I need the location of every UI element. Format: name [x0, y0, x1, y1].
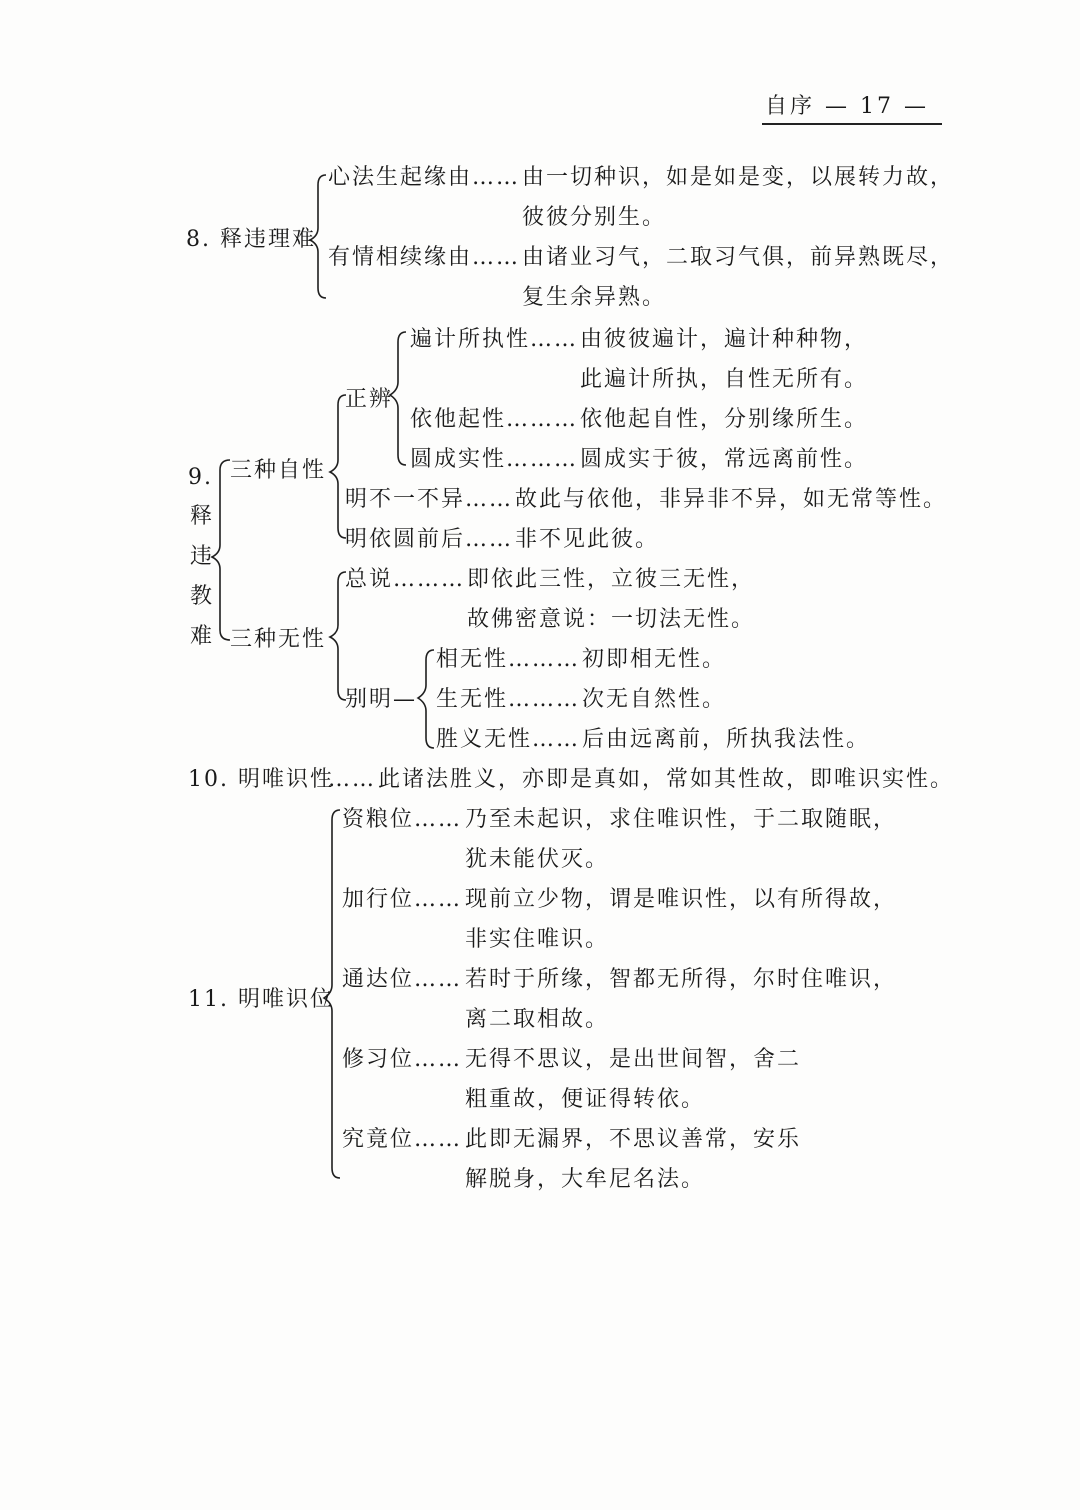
tongda-line1: 若时于所缘，智都无所得，尔时住唯识，: [465, 967, 898, 992]
zongshuo-text1: 即依此三性，立彼三无性，: [467, 567, 756, 592]
s8-r1-text2: 彼彼分别生。: [522, 205, 667, 230]
section-9-number: 9.: [188, 465, 213, 490]
running-head: 自序 — 17 —: [765, 94, 929, 119]
sheng-label: 生无性………: [436, 687, 581, 712]
zhengbian-label: 正辨: [345, 387, 394, 412]
mingbuyi-label: 明不一不异……: [345, 487, 514, 512]
section-10-label: 10. 明唯识性: [188, 767, 334, 792]
three-non-natures-label: 三种无性: [230, 627, 327, 652]
mingyiyuan-text: 非不见此彼。: [515, 527, 660, 552]
bieming-label: 别明—: [345, 687, 418, 712]
section-8-label: 8. 释违理难: [186, 227, 316, 252]
section-9-char-3: 教: [190, 584, 215, 609]
section-9-char-1: 释: [190, 504, 215, 529]
bianji-label: 遍计所执性……: [410, 327, 579, 352]
mingyiyuan-label: 明依圆前后……: [345, 527, 514, 552]
section-10-text: 此诸法胜义，亦即是真如，常如其性故，即唯识实性。: [378, 767, 955, 792]
xiuxi-line2: 粗重故，便证得转依。: [465, 1087, 706, 1112]
s8-r2-label: 有情相续缘由……: [328, 245, 521, 270]
jiujing-label: 究竟位……: [342, 1127, 463, 1152]
section-9-char-2: 违: [190, 544, 215, 569]
bianji-text2: 此遍计所执，自性无所有。: [580, 367, 869, 392]
bracket-three-natures: [330, 395, 346, 538]
ziliang-label: 资粮位……: [342, 807, 463, 832]
jiujing-line2: 解脱身，大牟尼名法。: [465, 1167, 706, 1192]
jiaxing-label: 加行位……: [342, 887, 463, 912]
sheng-text: 次无自然性。: [582, 687, 727, 712]
mingbuyi-text: 故此与依他，非异非不异，如无常等性。: [515, 487, 948, 512]
zongshuo-text2: 故佛密意说：一切法无性。: [467, 607, 756, 632]
s8-r2-text1: 由诸业习气，二取习气俱，前异熟既尽，: [522, 245, 955, 270]
xiang-text: 初即相无性。: [582, 647, 727, 672]
xiuxi-label: 修习位……: [342, 1047, 463, 1072]
zongshuo-label: 总说………: [345, 567, 466, 592]
yuancheng-text: 圆成实于彼，常远离前性。: [580, 447, 869, 472]
yita-label: 依他起性………: [410, 407, 579, 432]
shengyi-text: 后由远离前，所执我法性。: [582, 727, 871, 752]
ziliang-line1: 乃至未起识，求住唯识性，于二取随眠，: [465, 807, 898, 832]
section-9-char-4: 难: [190, 624, 215, 649]
three-natures-label: 三种自性: [230, 458, 327, 483]
bracket-section-9: [212, 460, 230, 640]
tongda-label: 通达位……: [342, 967, 463, 992]
bracket-three-non-natures: [330, 572, 346, 700]
section-11-label: 11. 明唯识位: [188, 987, 334, 1012]
yuancheng-label: 圆成实性………: [410, 447, 579, 472]
tongda-line2: 离二取相故。: [465, 1007, 610, 1032]
s8-r1-text1: 由一切种识，如是如是变，以展转力故，: [522, 165, 955, 190]
s8-r1-label: 心法生起缘由……: [328, 165, 521, 190]
xiuxi-line1: 无得不思议，是出世间智，舍二: [465, 1047, 802, 1072]
yita-text: 依他起自性，分别缘所生。: [580, 407, 869, 432]
xiang-label: 相无性………: [436, 647, 581, 672]
jiaxing-line1: 现前立少物，谓是唯识性，以有所得故，: [465, 887, 898, 912]
shengyi-label: 胜义无性……: [436, 727, 581, 752]
bianji-text1: 由彼彼遍计，遍计种种物，: [580, 327, 869, 352]
bracket-bieming: [418, 650, 434, 748]
section-10-dots: ……: [328, 767, 376, 792]
jiaxing-line2: 非实住唯识。: [465, 927, 610, 952]
jiujing-line1: 此即无漏界，不思议善常，安乐: [465, 1127, 802, 1152]
ziliang-line2: 犹未能伏灭。: [465, 847, 610, 872]
s8-r2-text2: 复生余异熟。: [522, 285, 667, 310]
